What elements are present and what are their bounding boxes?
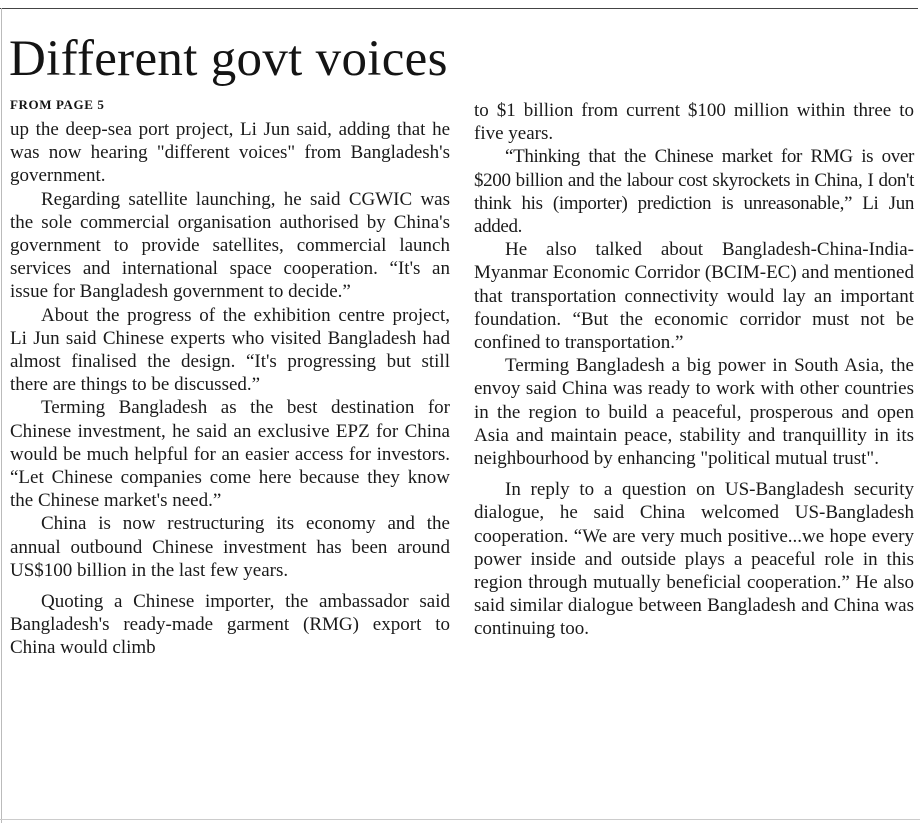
left-column: [10, 118, 450, 660]
left-rule: [1, 8, 2, 823]
right-paragraph-1: to $1 billion from current $100 million within three to five years.: [474, 100, 914, 145]
left-paragraph-2: Regarding satellite launching, he said CGWIC was the sole commercial organisation authorised by China's government to provide satellites, commercial launch services and international space cooperation. “It's an issue for Bangladesh government to decide.”: [10, 188, 450, 303]
left-paragraph-1: up the deep-sea port project, Li Jun said, adding that he was now hearing "different voices" from Bangladesh's government.: [10, 119, 450, 187]
left-paragraph-6: Quoting a Chinese importer, the ambassador said Bangladesh's ready-made garment (RMG) export to China would climb: [10, 591, 450, 659]
bottom-rule: [0, 819, 920, 820]
right-paragraph-4: Terming Bangladesh a big power in South Asia, the envoy said China was ready to work with other countries in the region to build a peaceful, prosperous and open Asia and maintain peace, stability and tranquillity in its neighbourhood by enhancing "political mutual trust".: [474, 355, 914, 470]
right-paragraph-5: In reply to a question on US-Bangladesh security dialogue, he said China welcomed US-Bangladesh cooperation. “We are very much positive...we hope every power inside and outside plays a peaceful role in this region through mutually beneficial cooperation.” He also said similar dialogue between Bangladesh and China was continuing too.: [474, 479, 914, 640]
left-paragraph-5: China is now restructuring its economy and the annual outbound Chinese investment has been around US$100 billion in the last few years.: [10, 513, 450, 581]
kicker-from-page: FROM PAGE 5: [10, 97, 105, 112]
top-rule: [0, 8, 918, 9]
right-column: [474, 99, 914, 641]
right-paragraph-3: He also talked about Bangladesh-China-India-Myanmar Economic Corridor (BCIM-EC) and mentioned that transportation connectivity would lay an important foundation. “But the economic corridor must not be confined to transportation.”: [474, 239, 914, 354]
headline: Different govt voices: [9, 31, 448, 87]
left-paragraph-4: Terming Bangladesh as the best destination for Chinese investment, he said an exclusive EPZ for China would be much helpful for an easier access for investors. “Let Chinese companies come here because they know the Chinese market's need.”: [10, 397, 450, 512]
right-paragraph-2: “Thinking that the Chinese market for RMG is over $200 billion and the labour cost skyrockets in China, I don't think his (importer) prediction is unreasonable,” Li Jun added.: [474, 146, 914, 238]
left-paragraph-3: About the progress of the exhibition centre project, Li Jun said Chinese experts who visited Bangladesh had almost finalised the design. “It's progressing but still there are things to be discussed.”: [10, 304, 450, 396]
